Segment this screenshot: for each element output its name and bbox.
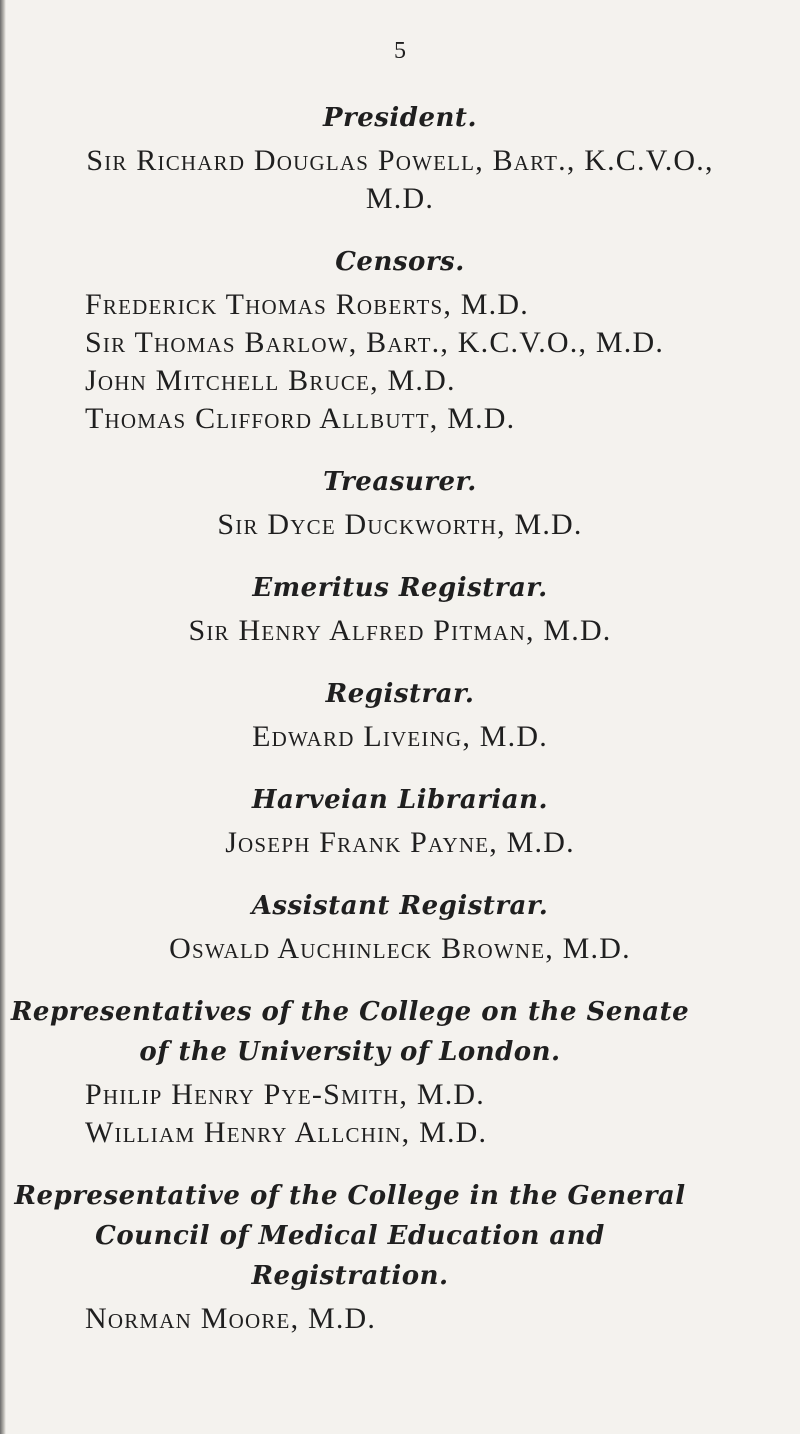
censors-section (0, 242, 800, 438)
emeritus-registrar-heading: Emeritus Registrar. (252, 573, 548, 603)
harveian-librarian-heading: Harveian Librarian. (251, 785, 549, 815)
harveian-librarian-section (0, 780, 800, 862)
senate-representatives-heading: Representatives of the College on the Senate of the University of London. (10, 997, 690, 1067)
assistant-registrar-name: Oswald Auchinleck Browne, M.D. (169, 932, 631, 965)
registrar-name: Edward Liveing, M.D. (252, 720, 548, 753)
censor-name: John Mitchell Bruce, M.D. (85, 364, 456, 397)
president-name: Sir Richard Douglas Powell, Bart., K.C.V.O., M.D. (86, 144, 714, 215)
assistant-registrar-section (0, 886, 800, 968)
censor-name: Thomas Clifford Allbutt, M.D. (85, 402, 516, 435)
president-section (0, 98, 800, 218)
page-number: 5 (394, 38, 406, 64)
president-heading: President. (323, 103, 477, 133)
treasurer-name: Sir Dyce Duckworth, M.D. (217, 508, 583, 541)
censor-name: Sir Thomas Barlow, Bart., K.C.V.O., M.D. (85, 326, 665, 359)
senate-representative-name: Philip Henry Pye-Smith, M.D. (85, 1078, 485, 1111)
censors-heading: Censors. (335, 247, 465, 277)
registrar-heading: Registrar. (325, 679, 475, 709)
senate-representatives-section (0, 992, 800, 1152)
assistant-registrar-heading: Assistant Registrar. (251, 891, 549, 921)
harveian-librarian-name: Joseph Frank Payne, M.D. (225, 826, 575, 859)
council-representative-name: Norman Moore, M.D. (85, 1302, 377, 1335)
registrar-section (0, 674, 800, 756)
emeritus-registrar-section (0, 568, 800, 650)
officers-list (0, 98, 800, 1362)
council-representative-heading: Representative of the College in the General Council of Medical Education and Registration. (14, 1181, 686, 1291)
treasurer-heading: Treasurer. (323, 467, 477, 497)
senate-representative-name: William Henry Allchin, M.D. (85, 1116, 488, 1149)
emeritus-registrar-name: Sir Henry Alfred Pitman, M.D. (188, 614, 612, 647)
censor-name: Frederick Thomas Roberts, M.D. (85, 288, 529, 321)
council-representative-section (0, 1176, 800, 1338)
treasurer-section (0, 462, 800, 544)
